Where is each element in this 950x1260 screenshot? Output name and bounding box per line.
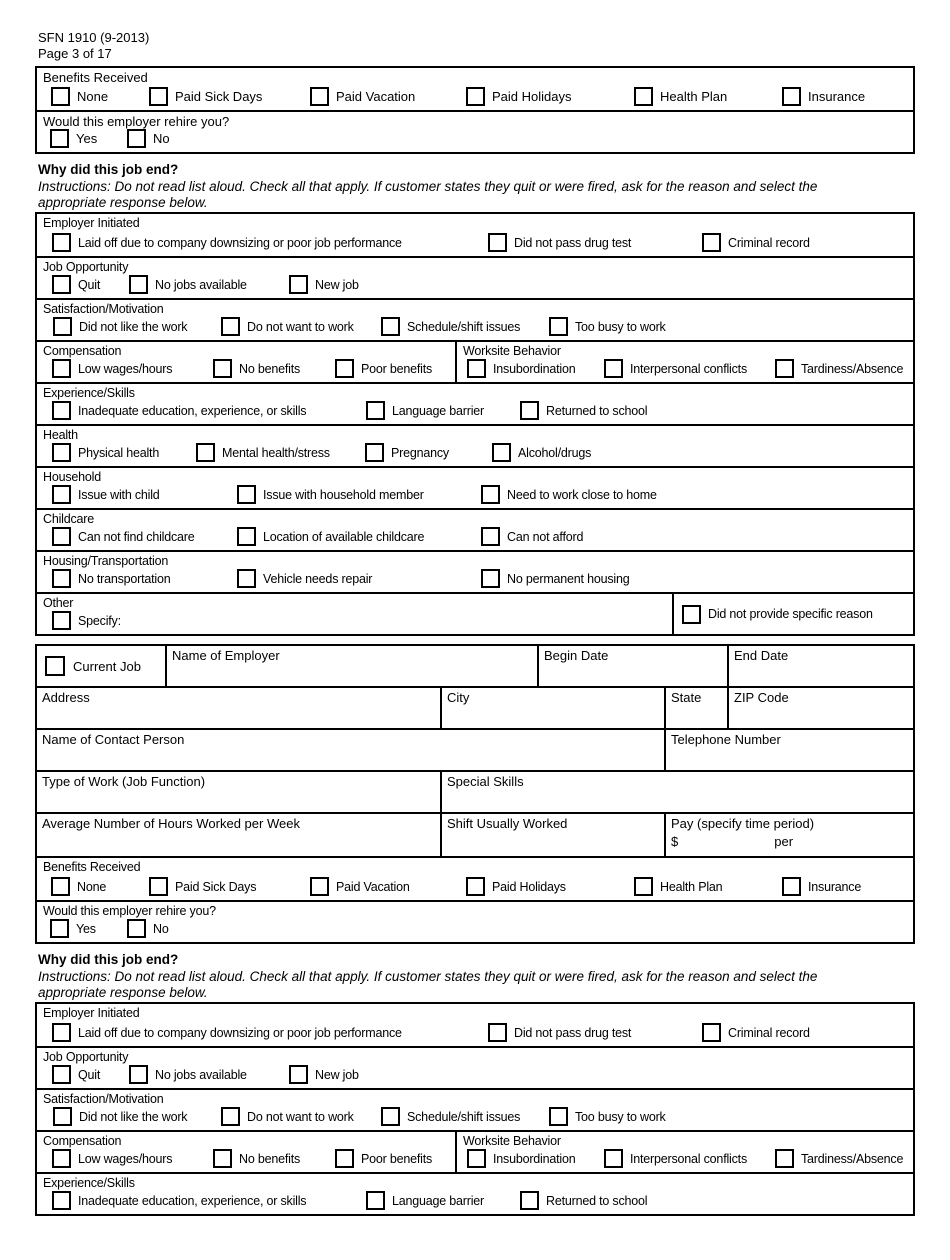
checkbox-option (221, 1107, 354, 1126)
checkbox-label: Physical health (78, 445, 160, 460)
checkbox-option (634, 87, 727, 106)
type-of-work-label: Type of Work (Job Function) (42, 774, 206, 789)
checkbox-label: Do not want to work (247, 1109, 354, 1124)
checkbox-option (52, 1191, 306, 1210)
checkbox-option (52, 1065, 100, 1084)
page-number: Page 3 of 17 (38, 46, 112, 61)
checkbox-label: Yes (76, 131, 98, 146)
checkbox-option (702, 233, 810, 252)
job-end-reasons-box-2 (35, 1002, 915, 1216)
checkbox[interactable] (466, 877, 485, 896)
checkbox-label: Inadequate education, experience, or skills (78, 403, 307, 418)
benefits-box-bottom (35, 856, 915, 944)
checkbox-option (466, 877, 566, 896)
name-of-employer-field[interactable] (167, 646, 539, 688)
checkbox-label: Tardiness/Absence (801, 361, 904, 376)
form-row (37, 1088, 913, 1130)
checkbox-option (549, 317, 666, 336)
form-row (37, 508, 913, 550)
section-label: Benefits Received (43, 70, 148, 85)
section-label: Experience/Skills (43, 1176, 135, 1190)
special-skills-field[interactable] (442, 772, 913, 814)
checkbox-label: None (77, 89, 109, 104)
address-field[interactable] (37, 688, 442, 730)
end-date-field[interactable] (729, 646, 913, 688)
checkbox-label: Health Plan (660, 879, 723, 894)
checkbox-label: No (153, 131, 170, 146)
checkbox-label: None (77, 879, 107, 894)
checkbox-label: Paid Sick Days (175, 879, 257, 894)
shift-label: Shift Usually Worked (447, 816, 568, 831)
checkbox[interactable] (237, 485, 256, 504)
checkbox-label: Interpersonal conflicts (630, 1151, 747, 1166)
checkbox-option (381, 317, 520, 336)
job-end-heading: Why did this job end? (38, 162, 179, 177)
checkbox-option (129, 275, 247, 294)
checkbox-option (520, 1191, 647, 1210)
checkbox-label: New job (315, 277, 359, 292)
benefits-box-top (35, 66, 915, 154)
checkbox-label: Did not like the work (79, 1109, 188, 1124)
form-row (37, 68, 913, 110)
checkbox-label: No permanent housing (507, 571, 630, 586)
checkbox-option (237, 485, 424, 504)
form-row (37, 110, 913, 152)
checkbox[interactable] (310, 87, 329, 106)
section-label: Experience/Skills (43, 386, 135, 400)
checkbox-option (466, 87, 572, 106)
section-label: Health (43, 428, 78, 442)
checkbox-option (310, 87, 415, 106)
checkbox[interactable] (381, 1107, 400, 1126)
checkbox-label: Health Plan (660, 89, 728, 104)
checkbox-option (51, 87, 108, 106)
checkbox-label: Pregnancy (391, 445, 449, 460)
checkbox-option (335, 1149, 432, 1168)
checkbox-label: Poor benefits (361, 361, 433, 376)
checkbox-label: Laid off due to company downsizing or poor job performance (78, 1025, 402, 1040)
checkbox-option (365, 443, 449, 462)
checkbox-option (549, 1107, 666, 1126)
checkbox[interactable] (520, 401, 539, 420)
checkbox-option (50, 129, 97, 148)
checkbox-option (634, 877, 722, 896)
checkbox-label: No (153, 921, 169, 936)
checkbox[interactable] (782, 877, 801, 896)
checkbox[interactable] (52, 569, 71, 588)
checkbox-label: Paid Sick Days (175, 89, 263, 104)
state-field[interactable] (666, 688, 729, 730)
section-label: Would this employer rehire you? (43, 114, 230, 129)
checkbox[interactable] (782, 87, 801, 106)
checkbox[interactable] (634, 877, 653, 896)
checkbox[interactable] (52, 401, 71, 420)
checkbox-option (149, 87, 262, 106)
checkbox-label: Can not find childcare (78, 529, 195, 544)
checkbox[interactable] (127, 919, 146, 938)
checkbox-label: Specify: (78, 613, 121, 628)
section-label: Household (43, 470, 101, 484)
form-row (37, 298, 913, 340)
form-row (37, 858, 913, 900)
checkbox-option (53, 317, 187, 336)
dollar-sign: $ (671, 834, 679, 849)
checkbox[interactable] (682, 605, 701, 624)
job-end-instructions-2 (38, 969, 918, 1000)
section-label: Employer Initiated (43, 1006, 140, 1020)
checkbox[interactable] (149, 877, 168, 896)
section-label: Satisfaction/Motivation (43, 1092, 164, 1106)
row-subcell (455, 1132, 913, 1172)
checkbox[interactable] (634, 87, 653, 106)
checkbox-option (289, 1065, 359, 1084)
checkbox[interactable] (335, 359, 354, 378)
checkbox-option (52, 275, 100, 294)
checkbox-label: Location of available childcare (263, 529, 425, 544)
form-row (37, 550, 913, 592)
checkbox-label: Criminal record (728, 1025, 810, 1040)
begin-date-field[interactable] (539, 646, 729, 688)
checkbox-label: Did not pass drug test (514, 1025, 632, 1040)
checkbox-label: Language barrier (392, 1193, 485, 1208)
checkbox-label: Insurance (808, 879, 862, 894)
checkbox[interactable] (365, 443, 384, 462)
avg-hours-field[interactable] (37, 814, 442, 856)
checkbox-label: Returned to school (546, 403, 648, 418)
checkbox[interactable] (52, 485, 71, 504)
checkbox-option (488, 233, 631, 252)
avg-hours-label: Average Number of Hours Worked per Week (42, 816, 300, 831)
address-label: Address (42, 690, 90, 705)
checkbox-option (381, 1107, 520, 1126)
checkbox-option (289, 275, 359, 294)
name-of-employer-label: Name of Employer (172, 648, 280, 663)
checkbox-label: Do not want to work (247, 319, 354, 334)
instructions-line-1: Instructions: Do not read list aloud. Check all that apply. If customer states they quit or were fired, ask for the reason and select the (38, 969, 818, 984)
section-label: Employer Initiated (43, 216, 140, 230)
checkbox[interactable] (52, 1065, 71, 1084)
checkbox-option (335, 359, 432, 378)
checkbox-option (782, 877, 861, 896)
checkbox-option (52, 569, 171, 588)
section-label: Other (43, 596, 74, 610)
checkbox[interactable] (50, 129, 69, 148)
checkbox-label: Too busy to work (575, 1109, 666, 1124)
checkbox-label: Need to work close to home (507, 487, 657, 502)
section-label: Job Opportunity (43, 260, 129, 274)
contact-person-label: Name of Contact Person (42, 732, 185, 747)
checkbox[interactable] (149, 87, 168, 106)
checkbox-label: Paid Vacation (336, 89, 416, 104)
checkbox[interactable] (52, 1149, 71, 1168)
checkbox[interactable] (520, 1191, 539, 1210)
checkbox-label: Insurance (808, 89, 866, 104)
checkbox-label: Paid Vacation (336, 879, 410, 894)
checkbox[interactable] (237, 569, 256, 588)
checkbox-option (366, 1191, 484, 1210)
checkbox-option (52, 1149, 172, 1168)
checkbox-label: No transportation (78, 571, 171, 586)
checkbox-option (52, 527, 195, 546)
form-row (37, 592, 913, 634)
checkbox-option (213, 359, 300, 378)
instructions-line-2: appropriate response below. (38, 984, 208, 1000)
checkbox-label: New job (315, 1067, 359, 1082)
checkbox-label: Can not afford (507, 529, 584, 544)
checkbox-label: Schedule/shift issues (407, 319, 521, 334)
checkbox[interactable] (53, 317, 72, 336)
form-row (37, 900, 913, 942)
checkbox[interactable] (381, 317, 400, 336)
checkbox[interactable] (52, 1191, 71, 1210)
shift-field[interactable] (442, 814, 666, 856)
form-row (37, 340, 913, 382)
checkbox-label: Did not like the work (79, 319, 188, 334)
section-label: Benefits Received (43, 860, 141, 874)
form-row (37, 1046, 913, 1088)
form-row (37, 214, 913, 256)
checkbox[interactable] (237, 527, 256, 546)
checkbox-label: Did not pass drug test (514, 235, 632, 250)
checkbox[interactable] (549, 317, 568, 336)
row-subcell (455, 342, 913, 382)
zip-code-label: ZIP Code (734, 690, 789, 705)
job-end-reasons-box (35, 212, 915, 636)
checkbox-option (366, 401, 484, 420)
checkbox-label: Schedule/shift issues (407, 1109, 521, 1124)
checkbox-option (481, 485, 657, 504)
checkbox[interactable] (488, 233, 507, 252)
section-label: Satisfaction/Motivation (43, 302, 164, 316)
checkbox[interactable] (481, 527, 500, 546)
checkbox[interactable] (310, 877, 329, 896)
checkbox-option (53, 1107, 187, 1126)
checkbox-label: Insubordination (493, 1151, 576, 1166)
checkbox[interactable] (51, 877, 70, 896)
checkbox[interactable] (492, 443, 511, 462)
checkbox-option (52, 359, 172, 378)
checkbox-option (237, 527, 424, 546)
checkbox-option (213, 1149, 300, 1168)
checkbox-option (149, 877, 256, 896)
checkbox-option (52, 233, 402, 252)
checkbox-label: Issue with household member (263, 487, 424, 502)
checkbox-option (196, 443, 330, 462)
section-label: Job Opportunity (43, 1050, 129, 1064)
current-job-label: Current Job (73, 658, 141, 674)
pay-field[interactable] (666, 814, 913, 856)
contact-person-field[interactable] (37, 730, 666, 772)
checkbox[interactable] (213, 1149, 232, 1168)
checkbox-option (481, 527, 583, 546)
checkbox-label: Criminal record (728, 235, 810, 250)
checkbox-label: Too busy to work (575, 319, 666, 334)
city-field[interactable] (442, 688, 666, 730)
checkbox-option (52, 443, 159, 462)
page-header (38, 30, 950, 62)
form-row (37, 256, 913, 298)
section-label: Worksite Behavior (463, 1134, 561, 1148)
checkbox[interactable] (289, 1065, 308, 1084)
checkbox[interactable] (702, 233, 721, 252)
employment-record-table (35, 644, 915, 858)
form-row (37, 424, 913, 466)
checkbox[interactable] (129, 1065, 148, 1084)
checkbox-label: Language barrier (392, 403, 485, 418)
checkbox[interactable] (366, 401, 385, 420)
section-label: Housing/Transportation (43, 554, 169, 568)
row-subcell (672, 594, 913, 634)
checkbox-label: Poor benefits (361, 1151, 433, 1166)
telephone-label: Telephone Number (671, 732, 781, 747)
checkbox-option (488, 1023, 631, 1042)
checkbox[interactable] (221, 317, 240, 336)
checkbox-option (51, 877, 106, 896)
checkbox-label: No jobs available (155, 277, 247, 292)
end-date-label: End Date (734, 648, 789, 663)
checkbox-label: Quit (78, 1067, 101, 1082)
pay-entry-line (671, 834, 908, 849)
checkbox-option (492, 443, 591, 462)
checkbox-label: Alcohol/drugs (518, 445, 592, 460)
section-label: Childcare (43, 512, 95, 526)
checkbox-label: Issue with child (78, 487, 160, 502)
checkbox-option (221, 317, 354, 336)
checkbox[interactable] (52, 611, 71, 630)
checkbox-label: Did not provide specific reason (708, 607, 873, 621)
checkbox-option (52, 485, 160, 504)
instructions-line-2: appropriate response below. (38, 194, 208, 210)
telephone-field[interactable] (666, 730, 913, 772)
checkbox[interactable] (129, 275, 148, 294)
checkbox[interactable] (53, 1107, 72, 1126)
checkbox-option (127, 919, 169, 938)
checkbox[interactable] (549, 1107, 568, 1126)
checkbox[interactable] (335, 1149, 354, 1168)
checkbox-label: Inadequate education, experience, or skills (78, 1193, 307, 1208)
checkbox[interactable] (702, 1023, 721, 1042)
checkbox-label: Paid Holidays (492, 89, 572, 104)
checkbox-label: Yes (76, 921, 96, 936)
checkbox-option (127, 129, 170, 148)
checkbox[interactable] (52, 1023, 71, 1042)
checkbox[interactable] (481, 485, 500, 504)
checkbox-label: Quit (78, 277, 101, 292)
checkbox-label: Low wages/hours (78, 361, 173, 376)
checkbox[interactable] (50, 919, 69, 938)
form-row (37, 1004, 913, 1046)
checkbox-label: Tardiness/Absence (801, 1151, 904, 1166)
instructions-line-1: Instructions: Do not read list aloud. Check all that apply. If customer states they quit or were fired, ask for the reason and select the (38, 179, 818, 194)
form-row (37, 1172, 913, 1214)
form-row (37, 466, 913, 508)
checkbox[interactable] (52, 443, 71, 462)
checkbox-option (481, 569, 629, 588)
checkbox-label: No jobs available (155, 1067, 247, 1082)
zip-code-field[interactable] (729, 688, 913, 730)
form-row (37, 382, 913, 424)
checkbox-option (702, 1023, 810, 1042)
checkbox[interactable] (481, 569, 500, 588)
checkbox[interactable] (488, 1023, 507, 1042)
current-job-checkbox[interactable] (45, 656, 65, 676)
checkbox-option (237, 569, 372, 588)
form-row (37, 1130, 913, 1172)
checkbox[interactable] (51, 87, 70, 106)
section-label: Compensation (43, 344, 122, 358)
checkbox[interactable] (52, 359, 71, 378)
type-of-work-field[interactable] (37, 772, 442, 814)
section-label: Would this employer rehire you? (43, 904, 216, 918)
form-number: SFN 1910 (9-2013) (38, 30, 150, 45)
checkbox[interactable] (466, 87, 485, 106)
section-label: Worksite Behavior (463, 344, 561, 358)
checkbox[interactable] (213, 359, 232, 378)
checkbox-option (310, 877, 410, 896)
checkbox-option (52, 1023, 402, 1042)
checkbox-label: Low wages/hours (78, 1151, 173, 1166)
city-label: City (447, 690, 470, 705)
special-skills-label: Special Skills (447, 774, 524, 789)
checkbox[interactable] (52, 233, 71, 252)
checkbox-label: Interpersonal conflicts (630, 361, 747, 376)
checkbox-label: Paid Holidays (492, 879, 566, 894)
checkbox-label: No benefits (239, 1151, 301, 1166)
checkbox-option (52, 401, 306, 420)
current-job-cell (37, 646, 167, 688)
checkbox-label: Insubordination (493, 361, 576, 376)
checkbox-option (682, 605, 873, 624)
checkbox-label: No benefits (239, 361, 301, 376)
checkbox-label: Vehicle needs repair (263, 571, 373, 586)
checkbox-option (52, 611, 121, 630)
checkbox[interactable] (221, 1107, 240, 1126)
checkbox-option (520, 401, 647, 420)
job-end-heading-2: Why did this job end? (38, 952, 179, 967)
checkbox[interactable] (52, 275, 71, 294)
checkbox-option (129, 1065, 247, 1084)
checkbox-option (782, 87, 865, 106)
state-label: State (671, 690, 702, 705)
begin-date-label: Begin Date (544, 648, 609, 663)
per-label: per (774, 834, 794, 849)
checkbox[interactable] (366, 1191, 385, 1210)
checkbox-option (50, 919, 96, 938)
job-end-instructions (38, 179, 918, 210)
pay-label: Pay (specify time period) (671, 816, 815, 831)
checkbox[interactable] (52, 527, 71, 546)
checkbox-label: Laid off due to company downsizing or poor job performance (78, 235, 402, 250)
section-label: Compensation (43, 1134, 122, 1148)
checkbox[interactable] (127, 129, 146, 148)
checkbox[interactable] (196, 443, 215, 462)
checkbox-label: Returned to school (546, 1193, 648, 1208)
checkbox[interactable] (289, 275, 308, 294)
checkbox-label: Mental health/stress (222, 445, 330, 460)
